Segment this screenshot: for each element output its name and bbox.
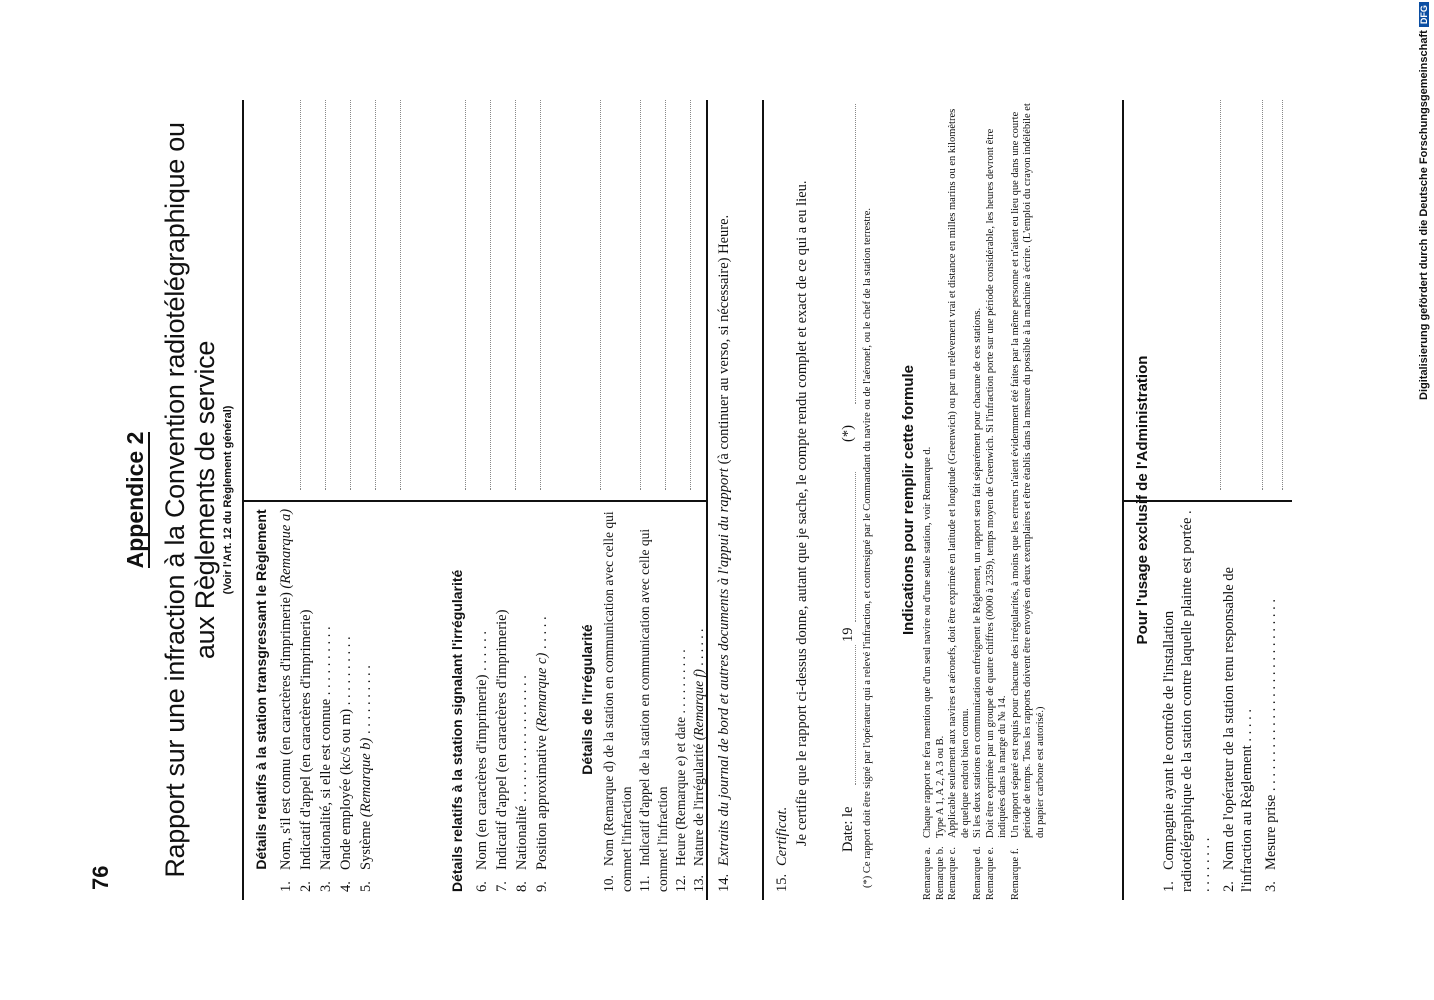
item-number: 2.	[1221, 881, 1237, 892]
date-fill-line	[855, 645, 856, 785]
item-label: Nom (Remarque d) de la station en communication avec celle qui commet l'infraction	[601, 511, 634, 892]
fill-line	[1262, 100, 1263, 490]
dfg-logo: DFG	[1419, 2, 1429, 27]
item-14-label: Extraits du journal de bord et autres documents à l'appui du rapport	[716, 468, 732, 866]
item-label: Nature de l'irrégularité	[691, 743, 706, 866]
footnote: (*) Ce rapport doit être signé par l'opérateur qui a relevé l'infraction, et contresigné par le Commandant du navire ou de l'aéronef, ou le chef de la station terrestre.	[862, 207, 873, 888]
year-fill-line	[855, 472, 856, 622]
remarks-list	[922, 100, 1047, 900]
credit-text: Digitalisierung gefördert durch die Deutsche Forschungsgemeinschaft	[1418, 30, 1430, 400]
date-year: 19	[840, 627, 856, 642]
remark-label: Remarque f.	[1009, 848, 1021, 900]
item-number: 10.	[601, 875, 616, 892]
item-label: Système	[358, 820, 374, 870]
section-station	[252, 507, 376, 892]
remark-text: Si les deux stations en communication enfreignent le Règlement, un rapport sera fait séparément pour chacune de ces stations.	[972, 307, 983, 838]
remark-text: Doit être exprimée par un groupe de quatre chiffres (0000 à 2359), temps moyen de Greenwich. Si l'infraction porte sur une période considérable, les heures devront être indiquées dans la marge du № 14.	[984, 128, 1008, 838]
form-item	[636, 507, 672, 892]
section-station-heading: Détails relatifs à la station transgressant le Règlement	[253, 509, 269, 870]
item-label: Nom, s'il est connu (en caractères d'imprimerie)	[278, 592, 294, 870]
fill-line	[325, 100, 326, 490]
remark	[985, 100, 1010, 900]
item-note: (Remarque b)	[358, 737, 374, 818]
item-14-rest: (à continuer au verso, si nécessaire) Heure.	[716, 214, 732, 465]
item-number: 1.	[278, 881, 294, 892]
item-14	[714, 102, 734, 892]
form-column-divider	[242, 500, 707, 502]
appendix-title	[122, 0, 149, 1000]
form-item: 6.Nom (en caractères d'imprimerie) . . . . . .	[474, 631, 490, 892]
remark	[947, 100, 972, 900]
item-note: (Remarque f)	[691, 669, 706, 741]
appendix-title-text: Appendice 2	[122, 431, 148, 569]
item-number: 6.	[474, 881, 490, 892]
item-label: Position approximative	[534, 735, 550, 870]
fill-line	[640, 100, 641, 490]
indications-heading: Indications pour remplir cette formule	[900, 364, 917, 636]
remark-label: Remarque a.	[922, 846, 933, 900]
fill-line	[665, 100, 666, 490]
remark-text: Chaque rapport ne fera mention que d'un seul navire ou d'une seule station, voir Remarque d.	[922, 446, 933, 838]
fill-line	[375, 100, 376, 490]
remark-text: Applicable seulement aux navires et aéronefs, doit être exprimée en latitude et longitude (Greenwich) ou par un relèvement vrai et distance en milles marins ou en kilomètres de quelque endroit bien connu.	[947, 108, 971, 838]
fill-line	[690, 100, 691, 490]
signature-marker: (*)	[840, 425, 856, 442]
fill-line	[515, 100, 516, 490]
form-item: 4.Onde employée (kc/s ou m) . . . . . . . . . .	[338, 636, 354, 892]
remark-text: Un rapport séparé est requis pour chacune des irrégularités, à moins que les erreurs n'aient évidemment été faites par la même personne et n'aient eu lieu que dans une courte période de temps. Tous les rapports doivent être envoyés en deux exemplaires et être établis dans la mesure du possible à la machine à écrire. (L'emploi du crayon indélébile et du papier carbone est autorisé.)	[1009, 103, 1046, 838]
admin-item-label: Compagnie ayant le contrôle de l'installation radiotélégraphique de la station contre laquelle plainte est portée	[1161, 517, 1195, 892]
page-number: 76	[88, 865, 113, 890]
document-title: Rapport sur une infraction à la Convention radiotélégraphique ou aux Règlements de service	[160, 122, 220, 878]
item-label: Nationalité, si elle est connue	[318, 698, 334, 870]
admin-item: 3.Mesure prise . . . . . . . . . . . . . . . . . . . . . . . . . . .	[1263, 598, 1279, 892]
item-label: Nationalité	[514, 805, 530, 870]
admin-item-label: Nom de l'opérateur de la station tenu responsable de l'infraction au Règlement	[1221, 567, 1255, 892]
form-item: 5.Système (Remarque b) . . . . . . . . . .	[358, 665, 374, 892]
item-15	[772, 102, 812, 892]
item-label: Nom (en caractères d'imprimerie)	[474, 674, 490, 870]
form-item: 12.Heure (Remarque e) et date . . . . . . . . . .	[673, 649, 688, 892]
item-number: 13.	[691, 875, 706, 892]
fill-line	[300, 100, 301, 490]
certificate-label: Certificat.	[774, 806, 790, 866]
remark	[972, 100, 985, 900]
section-signal	[448, 507, 552, 892]
item-number: 1.	[1161, 881, 1177, 892]
admin-item: 1.Compagnie ayant le contrôle de l'installation radiotélégraphique de la station contre laquelle plainte est portée . . . . . . . . .	[1161, 510, 1213, 892]
remark	[935, 100, 948, 900]
item-label: Indicatif d'appel de la station en communication avec celle qui commet l'infraction	[637, 528, 670, 892]
form-item	[276, 507, 296, 892]
signature-fill-line	[855, 104, 856, 404]
rule-after-14	[762, 100, 764, 900]
item-number: 11.	[637, 875, 652, 892]
remark-label: Remarque e.	[984, 846, 996, 900]
certificate-text: Je certifie que le rapport ci-dessus donne, autant que je sache, le compte rendu complet et exact de ce qui a eu lieu.	[794, 180, 810, 846]
admin-heading: Pour l'usage exclusif de l'Administration	[1134, 355, 1151, 645]
form-item: 13.Nature de l'irrégularité (Remarque f) . . . . . .	[691, 628, 706, 892]
remark	[1010, 100, 1048, 900]
item-number: 12.	[673, 875, 688, 892]
section-irregularity	[578, 507, 708, 892]
fill-line	[465, 100, 466, 490]
fill-line	[1220, 100, 1221, 490]
digitization-credit	[1418, 2, 1430, 400]
remark-text: Type A 1, A 2, A 3 ou B.	[934, 735, 946, 838]
fill-line	[490, 100, 491, 490]
form-item	[296, 507, 316, 892]
admin-items	[1160, 507, 1280, 892]
item-number: 9.	[534, 881, 550, 892]
item-number: 3.	[318, 881, 334, 892]
item-note: (Remarque a)	[278, 508, 294, 589]
form-item: 8.Nationalité . . . . . . . . . . . . . . . . . .	[514, 675, 530, 892]
item-label: Indicatif d'appel (en caractères d'imprimerie)	[298, 609, 314, 870]
section-irregularity-heading: Détails de l'irrégularité	[579, 624, 595, 775]
admin-item: 2.Nom de l'opérateur de la station tenu responsable de l'infraction au Règlement . . . . .	[1221, 567, 1255, 892]
form-item: 3.Nationalité, si elle est connue . . . . . . . . . .	[318, 626, 334, 892]
date-label: Date: le	[840, 806, 856, 852]
item-number: 2.	[298, 881, 314, 892]
form-item: 9.Position approximative (Remarque c) . . . . .	[534, 616, 550, 892]
fill-line	[400, 100, 401, 490]
fill-line	[350, 100, 351, 490]
fill-line	[540, 100, 541, 490]
item-number: 8.	[514, 881, 530, 892]
item-number: 5.	[358, 881, 374, 892]
remark-label: Remarque b.	[934, 846, 946, 900]
fill-line	[600, 100, 601, 490]
form-item	[600, 507, 636, 892]
document-subtitle: (Voir l'Art. 12 du Règlement général)	[222, 405, 234, 595]
remark	[922, 100, 935, 900]
item-label: Onde employée (kc/s ou m)	[338, 708, 354, 870]
item-number: 14.	[716, 873, 732, 892]
admin-item-label: Mesure prise	[1263, 794, 1279, 870]
section-signal-heading: Détails relatifs à la station signalant l'irrégularité	[449, 569, 465, 892]
item-number: 3.	[1263, 881, 1279, 892]
item-label: Heure (Remarque e) et date	[673, 716, 688, 866]
fill-line	[1282, 100, 1283, 490]
item-number: 7.	[494, 881, 510, 892]
remark-label: Remarque d.	[972, 846, 983, 900]
item-note: (Remarque c)	[534, 652, 550, 732]
item-number: 4.	[338, 881, 354, 892]
form-item	[492, 507, 512, 892]
item-label: Indicatif d'appel (en caractères d'imprimerie)	[494, 609, 510, 870]
remark-label: Remarque c.	[947, 846, 958, 900]
item-number: 15.	[774, 873, 790, 892]
